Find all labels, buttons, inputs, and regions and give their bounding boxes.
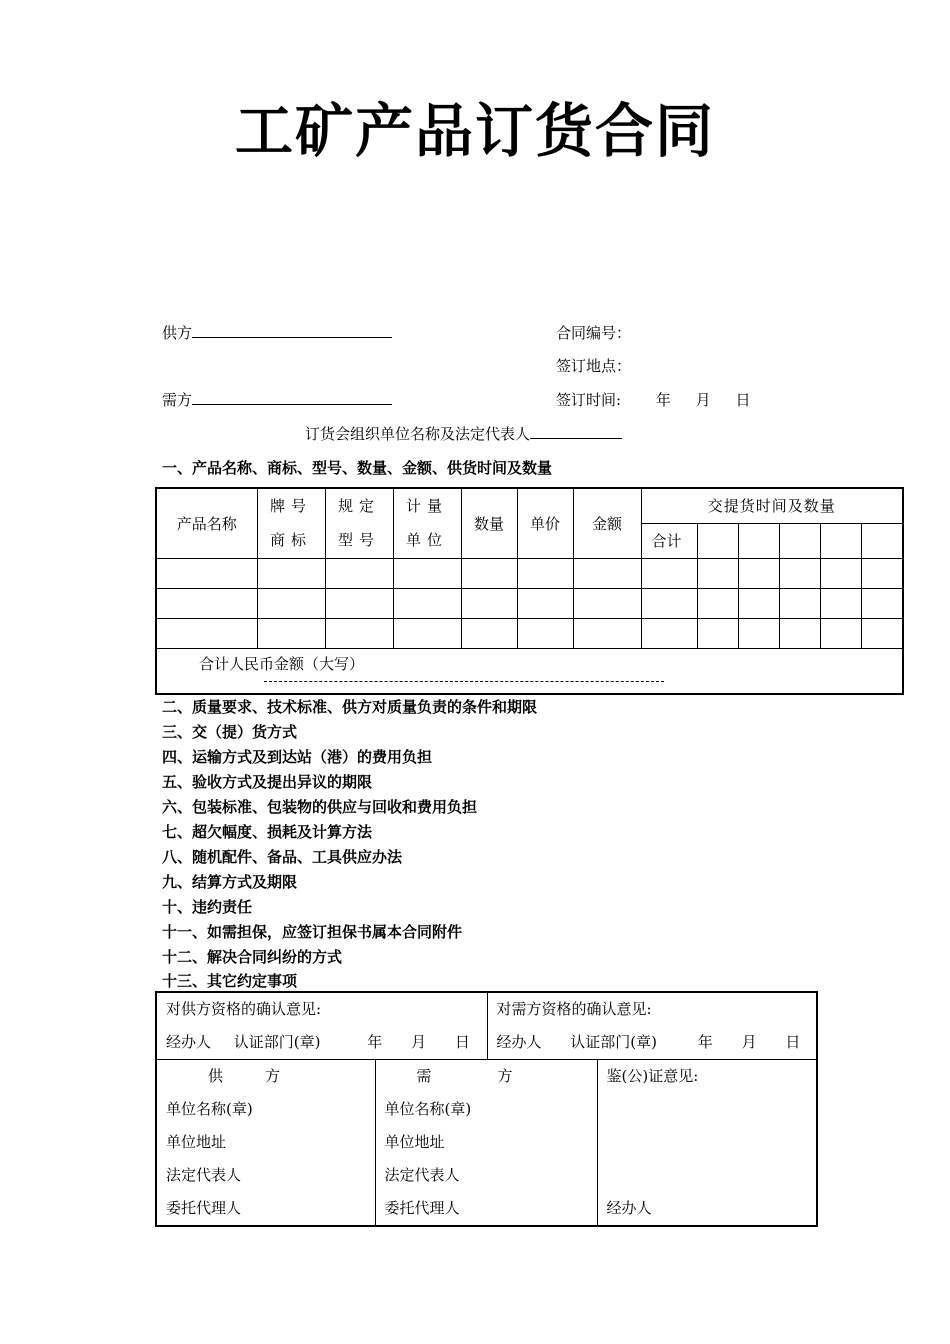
- buyer-opinion-label: 对需方资格的确认意见:: [496, 1000, 652, 1018]
- sign-year: 年: [655, 391, 671, 409]
- section-3-heading: 三、交（提）货方式: [162, 723, 298, 741]
- table-cell[interactable]: [779, 618, 820, 648]
- table-cell[interactable]: [461, 588, 517, 618]
- section-13-heading: 十三、其它约定事项: [162, 972, 298, 990]
- sign-month: 月: [695, 391, 711, 409]
- table-row: [156, 588, 903, 618]
- col-unit-line1: 计量: [405, 497, 448, 516]
- table-cell[interactable]: [820, 618, 861, 648]
- buyer-legal-rep: 法定代表人: [384, 1166, 460, 1184]
- supplier-opinion-label: 对供方资格的确认意见:: [166, 1000, 322, 1018]
- contract-no-label: 合同编号：: [556, 324, 632, 342]
- buyer-unit-address: 单位地址: [384, 1133, 445, 1151]
- table-cell[interactable]: [393, 558, 461, 588]
- table-cell[interactable]: [393, 618, 461, 648]
- table-row: [156, 618, 903, 648]
- table-cell[interactable]: [738, 618, 779, 648]
- supplier-party-title-2: 方: [265, 1067, 281, 1085]
- supplier-line: [162, 322, 392, 343]
- buyer-party-title-2: 方: [497, 1067, 513, 1085]
- notary-cell[interactable]: [597, 1060, 817, 1227]
- confirm-table: [155, 991, 818, 1227]
- notary-handler: 经办人: [606, 1199, 652, 1217]
- section-4-heading: 四、运输方式及到达站（港）的费用负担: [162, 748, 433, 766]
- table-cell[interactable]: [641, 618, 697, 648]
- col-unit: [393, 488, 461, 558]
- col-brand-line2: 商标: [269, 531, 312, 550]
- col-quantity: 数量: [461, 488, 517, 558]
- section-8-heading: 八、随机配件、备品、工具供应办法: [162, 848, 403, 866]
- table-cell[interactable]: [257, 618, 325, 648]
- buyer-agent: 委托代理人: [384, 1199, 460, 1217]
- buyer-qualification-cell[interactable]: [487, 992, 817, 1060]
- total-rmb-label: 合计人民币金额（大写）: [199, 654, 365, 673]
- buyer-party-title-1: 需: [416, 1067, 432, 1085]
- section-5-heading: 五、验收方式及提出异议的期限: [162, 773, 373, 791]
- buyer-label: 需方: [162, 391, 193, 409]
- section-9-heading: 九、结算方式及期限: [162, 873, 298, 891]
- section-10-heading: 十、违约责任: [162, 898, 253, 916]
- section-12-heading: 十二、解决合同纠纷的方式: [162, 948, 343, 966]
- table-cell[interactable]: [861, 618, 903, 648]
- document-title: 工矿产品订货合同: [234, 97, 715, 165]
- supplier-agent: 委托代理人: [166, 1199, 242, 1217]
- col-subtotal: 合计: [641, 523, 697, 558]
- notary-label: 鉴(公)证意见:: [606, 1067, 699, 1085]
- buyer-opinion-month: 月: [741, 1033, 757, 1051]
- supplier-label: 供方: [162, 324, 193, 342]
- total-rmb-dashline: [264, 681, 664, 682]
- table-cell[interactable]: [697, 618, 738, 648]
- section-1-heading: 一、产品名称、商标、型号、数量、金额、供货时间及数量: [162, 459, 553, 477]
- table-cell[interactable]: [820, 558, 861, 588]
- buyer-party-title: [385, 1060, 597, 1093]
- table-cell[interactable]: [641, 588, 697, 618]
- supplier-opinion-year: 年: [367, 1033, 383, 1051]
- col-amount: 金额: [573, 488, 641, 558]
- buyer-party-cell[interactable]: [375, 1060, 597, 1227]
- supplier-unit-address: 单位地址: [166, 1133, 227, 1151]
- table-cell[interactable]: [641, 558, 697, 588]
- table-cell[interactable]: [517, 558, 573, 588]
- table-cell[interactable]: [573, 618, 641, 648]
- table-cell[interactable]: [820, 588, 861, 618]
- col-brand-line1: 牌号: [269, 497, 312, 516]
- buyer-unit-name: 单位名称(章): [384, 1100, 472, 1118]
- col-unit-price: 单价: [517, 488, 573, 558]
- table-cell[interactable]: [697, 558, 738, 588]
- table-cell[interactable]: [325, 588, 393, 618]
- col-unit-line2: 单位: [405, 531, 448, 550]
- buyer-opinion-year: 年: [697, 1033, 713, 1051]
- supplier-opinion-month: 月: [411, 1033, 427, 1051]
- buyer-blank[interactable]: [192, 392, 392, 405]
- col-spec-line2: 型号: [337, 531, 380, 550]
- table-cell[interactable]: [779, 588, 820, 618]
- supplier-blank[interactable]: [192, 325, 392, 338]
- section-7-heading: 七、超欠幅度、损耗及计算方法: [162, 823, 373, 841]
- table-cell[interactable]: [697, 588, 738, 618]
- col-delivery-schedule: 交提货时间及数量: [641, 488, 903, 523]
- buyer-opinion-day: 日: [785, 1033, 801, 1051]
- delivery-slot: [697, 523, 738, 558]
- sign-day: 日: [735, 391, 751, 409]
- delivery-slot: [779, 523, 820, 558]
- supplier-opinion-cert-dept: 认证部门(章): [233, 1033, 321, 1051]
- buyer-opinion-handler: 经办人: [496, 1033, 542, 1051]
- section-6-heading: 六、包装标准、包装物的供应与回收和费用负担: [162, 798, 478, 816]
- org-blank[interactable]: [530, 426, 622, 439]
- col-spec-line1: 规定: [337, 497, 380, 516]
- sign-time-label: 签订时间:: [556, 391, 622, 409]
- org-label: 订货会组织单位名称及法定代表人: [305, 425, 531, 443]
- section-2-heading: 二、质量要求、技术标准、供方对质量负责的条件和期限: [162, 698, 538, 716]
- buyer-opinion-sign-line: [497, 1026, 817, 1059]
- table-cell[interactable]: [461, 558, 517, 588]
- table-row: [156, 558, 903, 588]
- supplier-opinion-handler: 经办人: [166, 1033, 212, 1051]
- supplier-party-title-1: 供: [208, 1067, 224, 1085]
- table-cell[interactable]: [779, 558, 820, 588]
- sign-time-line: [556, 389, 750, 410]
- table-cell[interactable]: [738, 588, 779, 618]
- table-cell[interactable]: [861, 588, 903, 618]
- table-cell[interactable]: [517, 588, 573, 618]
- product-table: [155, 487, 904, 695]
- supplier-qualification-cell[interactable]: [156, 992, 487, 1060]
- table-cell[interactable]: [325, 618, 393, 648]
- total-rmb-cell[interactable]: [156, 648, 903, 694]
- buyer-opinion-cert-dept: 认证部门(章): [570, 1033, 658, 1051]
- table-cell[interactable]: [393, 588, 461, 618]
- table-cell[interactable]: [156, 588, 257, 618]
- sign-place-label: 签订地点：: [556, 357, 632, 375]
- col-brand: [257, 488, 325, 558]
- section-11-heading: 十一、如需担保，应签订担保书属本合同附件: [162, 923, 463, 941]
- supplier-opinion-day: 日: [454, 1033, 470, 1051]
- col-spec: [325, 488, 393, 558]
- table-cell[interactable]: [461, 618, 517, 648]
- table-cell[interactable]: [517, 618, 573, 648]
- supplier-party-cell[interactable]: [156, 1060, 375, 1227]
- delivery-slot: [861, 523, 903, 558]
- col-product-name: 产品名称: [156, 488, 257, 558]
- table-cell[interactable]: [573, 588, 641, 618]
- table-cell[interactable]: [573, 558, 641, 588]
- supplier-party-title: [166, 1060, 375, 1093]
- table-cell[interactable]: [156, 618, 257, 648]
- table-cell[interactable]: [325, 558, 393, 588]
- table-cell[interactable]: [257, 558, 325, 588]
- org-line: [305, 423, 622, 444]
- buyer-line: [162, 389, 392, 410]
- table-cell[interactable]: [257, 588, 325, 618]
- supplier-unit-name: 单位名称(章): [166, 1100, 253, 1118]
- table-cell[interactable]: [156, 558, 257, 588]
- delivery-slot: [738, 523, 779, 558]
- supplier-legal-rep: 法定代表人: [166, 1166, 242, 1184]
- delivery-slot: [820, 523, 861, 558]
- table-cell[interactable]: [861, 558, 903, 588]
- table-cell[interactable]: [738, 558, 779, 588]
- supplier-opinion-sign-line: [166, 1026, 487, 1059]
